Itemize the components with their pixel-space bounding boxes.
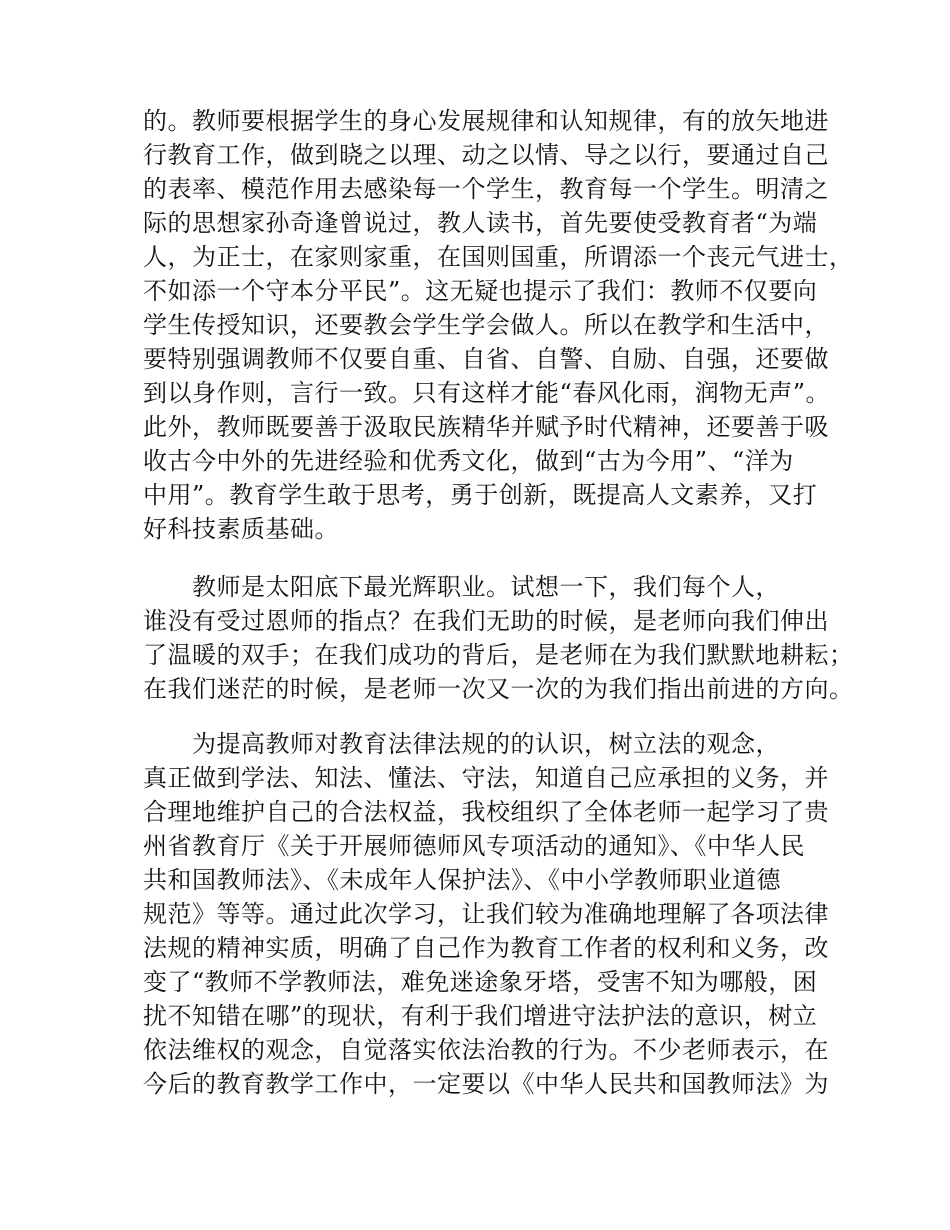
text-line: 了温暖的双手；在我们成功的背后，是老师在为我们默默地耕耘； xyxy=(143,641,854,669)
text-line: 人，为正士，在家则家重，在国则国重，所谓添一个丧元气进士， xyxy=(143,243,854,271)
text-line: 到以身作则，言行一致。只有这样才能“春风化雨，润物无声”。 xyxy=(143,379,831,407)
text-line: 此外，教师既要善于汲取民族精华并赋予时代精神，还要善于吸 xyxy=(143,413,829,441)
text-line: 中用”。教育学生敢于思考，勇于创新，既提高人文素养，又打 xyxy=(143,481,818,509)
text-line: 收古今中外的先进经验和优秀文化，做到“古为今用”、“洋为 xyxy=(143,447,794,475)
text-line: 际的思想家孙奇逢曾说过，教人读书，首先要使受教育者“为端 xyxy=(143,209,818,237)
text-line: 法规的精神实质，明确了自己作为教育工作者的权利和义务，改 xyxy=(143,934,829,962)
text-line: 谁没有受过恩师的指点？在我们无助的时候，是老师向我们伸出 xyxy=(143,607,829,635)
text-line: 的表率、模范作用去感染每一个学生，教育每一个学生。明清之 xyxy=(143,175,829,203)
paragraph-2 xyxy=(143,570,854,706)
text-line: 在我们迷茫的时候，是老师一次又一次的为我们指出前进的方向。 xyxy=(143,675,854,703)
text-line: 为提高教师对教育法律法规的的认识，树立法的观念， xyxy=(143,730,780,758)
text-line: 教师是太阳底下最光辉职业。试想一下，我们每个人， xyxy=(143,573,780,601)
text-line: 扰不知错在哪”的现状，有利于我们增进守法护法的意识，树立 xyxy=(143,1002,818,1030)
text-line: 的。教师要根据学生的身心发展规律和认知规律，有的放矢地进 xyxy=(143,107,829,135)
text-line: 学生传授知识，还要教会学生学会做人。所以在教学和生活中， xyxy=(143,311,829,339)
text-line: 共和国教师法》、《未成年人保护法》、《中小学教师职业道德 xyxy=(143,866,781,894)
text-line: 依法维权的观念，自觉落实依法治教的行为。不少老师表示，在 xyxy=(143,1036,829,1064)
text-line: 要特别强调教师不仅要自重、自省、自警、自励、自强，还要做 xyxy=(143,345,829,373)
paragraph-1 xyxy=(143,104,854,546)
text-line: 今后的教育教学工作中，一定要以《中华人民共和国教师法》为 xyxy=(143,1070,829,1098)
text-line: 变了“教师不学教师法，难免迷途象牙塔，受害不知为哪般，困 xyxy=(143,968,818,996)
text-line: 合理地维护自己的合法权益，我校组织了全体老师一起学习了贵 xyxy=(143,798,829,826)
text-line: 好科技素质基础。 xyxy=(143,515,339,543)
text-line: 行教育工作，做到晓之以理、动之以情、导之以行，要通过自己 xyxy=(143,141,829,169)
paragraph-3 xyxy=(143,727,833,1101)
text-line: 不如添一个守本分平民”。这无疑也提示了我们：教师不仅要向 xyxy=(143,277,818,305)
text-line: 州省教育厅《关于开展师德师风专项活动的通知》、《中华人民 xyxy=(143,832,805,860)
text-line: 规范》等等。通过此次学习，让我们较为准确地理解了各项法律 xyxy=(143,900,829,928)
text-line: 真正做到学法、知法、懂法、守法，知道自己应承担的义务，并 xyxy=(143,764,829,792)
